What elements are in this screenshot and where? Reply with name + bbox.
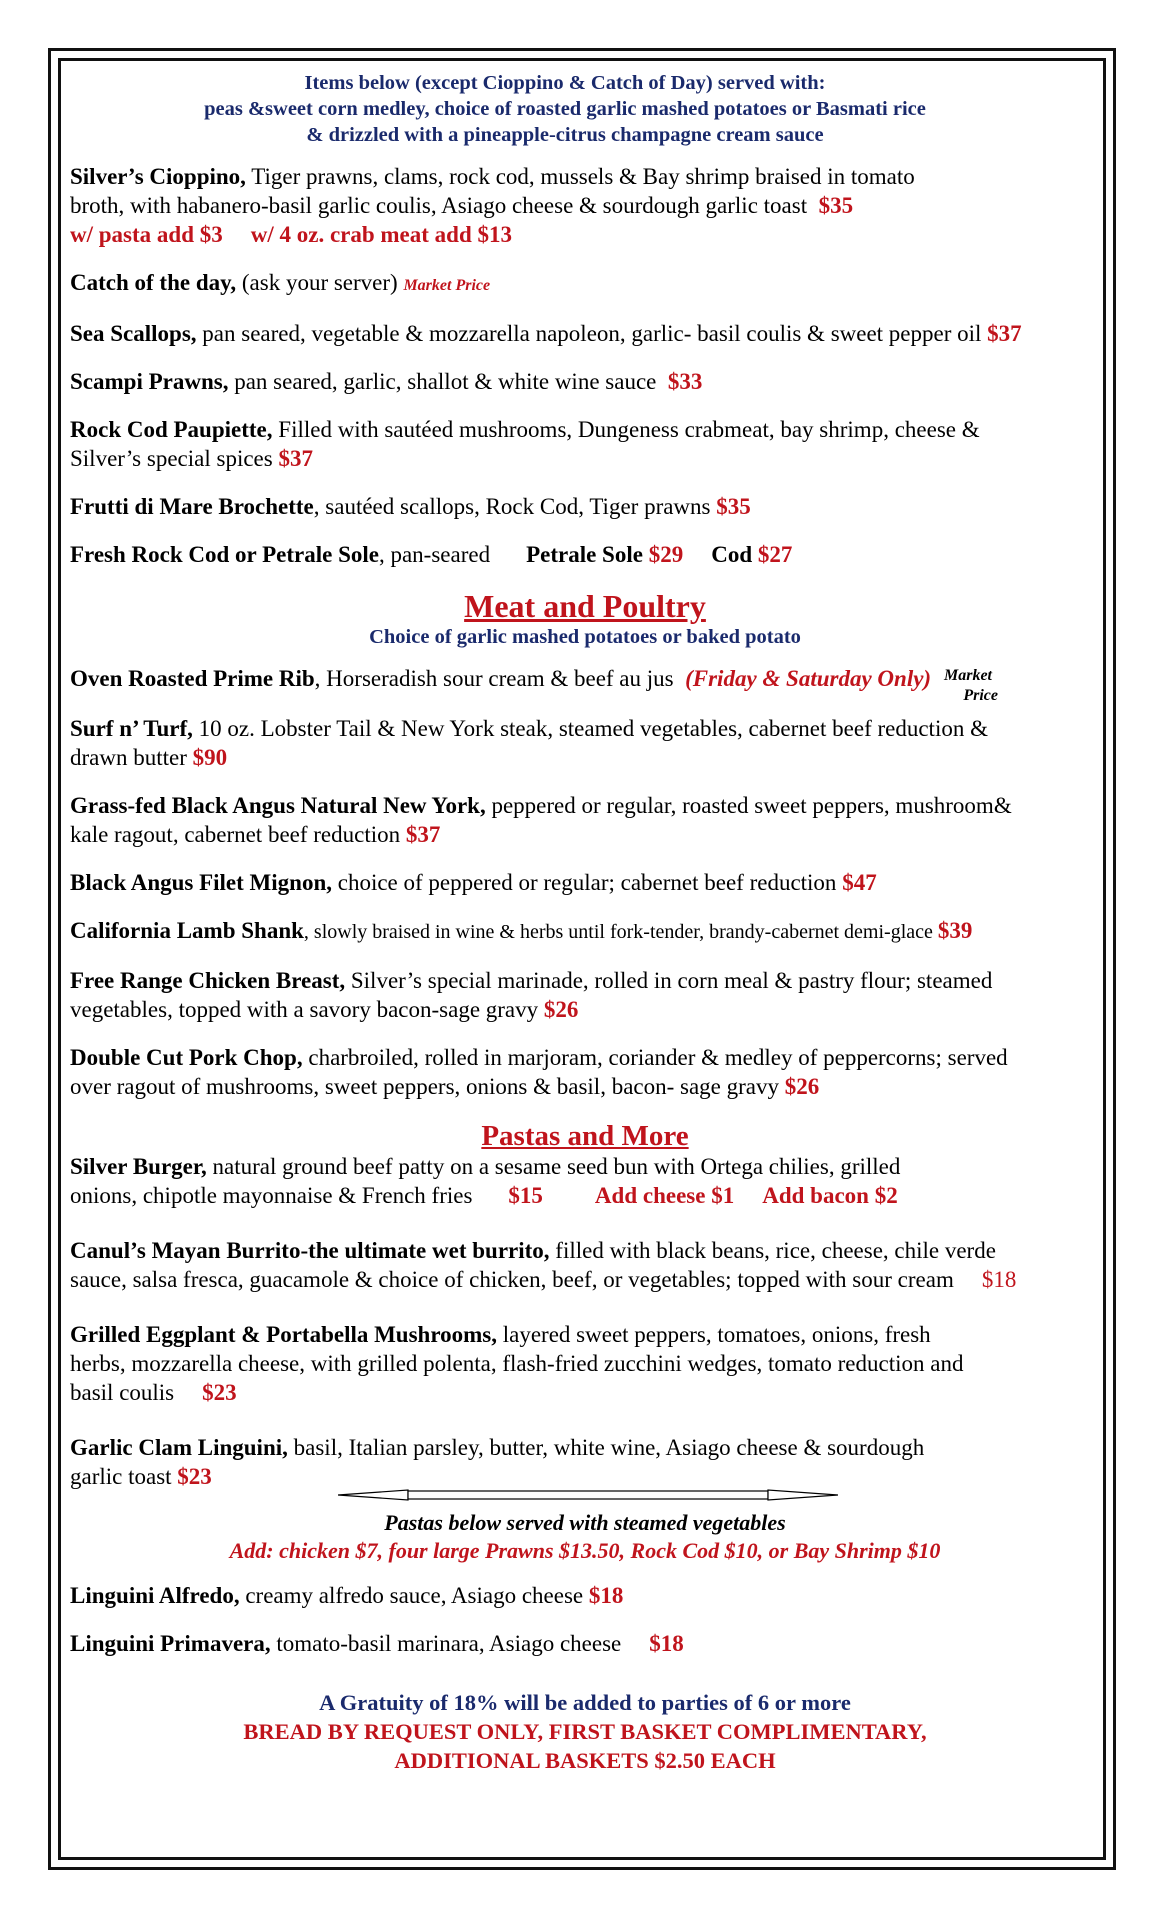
- item-desc: charbroiled, rolled in marjoram, coriander & medley of peppercorns; served: [302, 1045, 1008, 1070]
- item-desc: , slowly braised in wine & herbs until fork-tender, brandy-cabernet demi-glace: [303, 921, 938, 943]
- item-price: $15: [508, 1183, 543, 1208]
- item-price: $90: [192, 745, 228, 770]
- item-price: $26: [784, 1074, 820, 1099]
- item-name: Linguini Primavera,: [70, 1631, 271, 1656]
- item-desc: over ragout of mushrooms, sweet peppers, onions & basil, bacon- sage gravy: [70, 1074, 785, 1099]
- menu-item-lamb: [70, 916, 1100, 947]
- menu-item-alfredo: [70, 1581, 1100, 1610]
- item-name: Oven Roasted Prime Rib: [70, 666, 315, 691]
- menu-item-cioppino: [70, 162, 1100, 249]
- item-name: Double Cut Pork Chop,: [70, 1045, 303, 1070]
- item-desc: basil coulis: [70, 1380, 175, 1405]
- item-name: Sea Scallops,: [70, 321, 197, 346]
- menu-item-eggplant: [70, 1320, 1100, 1407]
- bread-notice-line-1: BREAD BY REQUEST ONLY, FIRST BASKET COMPLIMENTARY,: [243, 1719, 927, 1744]
- item-desc: vegetables, topped with a savory bacon-sage gravy: [70, 997, 544, 1022]
- intro-line-3: & drizzled with a pineapple-citrus champagne cream sauce: [306, 124, 824, 146]
- item-price: $33: [667, 369, 703, 394]
- item-name: Black Angus Filet Mignon,: [70, 870, 332, 895]
- cod-price: $27: [757, 542, 793, 567]
- menu-item-scallops: [70, 319, 1100, 348]
- item-desc: herbs, mozzarella cheese, with grilled polenta, flash-fried zucchini wedges, tomato reduction and: [70, 1351, 964, 1376]
- cod-label: Cod: [711, 542, 758, 567]
- gratuity-notice: A Gratuity of 18% will be added to parties of 6 or more: [319, 1690, 851, 1715]
- item-price: $18: [588, 1583, 624, 1608]
- item-desc: (ask your server): [236, 270, 404, 295]
- menu-item-surf-turf: [70, 714, 1100, 772]
- menu-item-prime-rib: [70, 664, 1100, 706]
- menu-item-burger: [70, 1152, 1100, 1210]
- section-title-meat: Meat and Poultry: [464, 588, 706, 624]
- item-desc: garlic toast: [70, 1464, 178, 1489]
- sole-price: $29: [648, 542, 684, 567]
- item-note: (Friday & Saturday Only): [685, 666, 932, 691]
- item-price: $23: [177, 1464, 212, 1489]
- addon-cheese: Add cheese $1: [594, 1183, 735, 1208]
- addon-pasta: w/ pasta add $3: [70, 222, 223, 247]
- item-desc: broth, with habanero-basil garlic coulis, Asiago cheese & sourdough garlic toast: [70, 193, 808, 218]
- menu-item-new-york: [70, 791, 1100, 849]
- item-desc: Silver’s special spices: [70, 446, 279, 471]
- item-price: $37: [987, 321, 1022, 346]
- item-price: $26: [543, 997, 579, 1022]
- menu-item-burrito: [70, 1236, 1100, 1294]
- item-desc: pan seared, vegetable & mozzarella napoleon, garlic- basil coulis & sweet pepper oil: [196, 321, 988, 346]
- item-price: $35: [818, 193, 854, 218]
- menu-item-pork-chop: [70, 1043, 1100, 1101]
- menu-item-paupiette: [70, 415, 1100, 473]
- item-desc: 10 oz. Lobster Tail & New York steak, steamed vegetables, cabernet beef reduction &: [192, 716, 988, 741]
- item-price: $18: [649, 1631, 684, 1656]
- item-desc: pan seared, garlic, shallot & white wine sauce: [228, 369, 657, 394]
- addon-bacon: Add bacon $2: [762, 1183, 898, 1208]
- item-desc: , sautéed scallops, Rock Cod, Tiger prawns: [313, 494, 717, 519]
- item-price: $23: [202, 1380, 237, 1405]
- intro-line-2: peas &sweet corn medley, choice of roasted garlic mashed potatoes or Basmati rice: [204, 98, 926, 120]
- item-name: Free Range Chicken Breast,: [70, 968, 346, 993]
- item-desc: Tiger prawns, clams, rock cod, mussels & Bay shrimp braised in tomato: [245, 164, 915, 189]
- price-label: Price: [963, 687, 998, 704]
- menu-item-clam-linguini: [70, 1433, 1100, 1491]
- menu-footer: [70, 1688, 1100, 1775]
- item-desc: layered sweet peppers, tomatoes, onions, fresh: [497, 1322, 931, 1347]
- item-desc: kale ragout, cabernet beef reduction: [70, 822, 406, 847]
- menu-item-frutti: [70, 492, 1100, 521]
- item-desc: Silver’s special marinade, rolled in corn meal & pastry flour; steamed: [345, 968, 993, 993]
- item-name: Garlic Clam Linguini,: [70, 1435, 288, 1460]
- item-desc: drawn butter: [70, 745, 193, 770]
- market-label: Market: [944, 667, 992, 684]
- item-desc: natural ground beef patty on a sesame seed bun with Ortega chilies, grilled: [206, 1154, 901, 1179]
- item-desc: , pan-seared: [378, 542, 491, 567]
- item-desc: sauce, salsa fresca, guacamole & choice of chicken, beef, or vegetables; topped with sour cream: [70, 1267, 954, 1292]
- pasta-note: [70, 1509, 1100, 1565]
- menu-content: [70, 70, 1100, 1775]
- item-name: Rock Cod Paupiette,: [70, 417, 273, 442]
- item-name: Canul’s Mayan Burrito-the ultimate wet burrito,: [70, 1238, 550, 1263]
- item-price: $18: [981, 1267, 1017, 1292]
- item-price: $47: [842, 870, 877, 895]
- item-price: $37: [278, 446, 313, 471]
- item-desc: filled with black beans, rice, cheese, chile verde: [549, 1238, 996, 1263]
- menu-item-scampi: [70, 367, 1100, 396]
- item-name: Grass-fed Black Angus Natural New York,: [70, 793, 486, 818]
- item-name: Grilled Eggplant & Portabella Mushrooms,: [70, 1322, 497, 1347]
- item-name: Silver’s Cioppino,: [70, 164, 246, 189]
- item-price: $35: [716, 494, 751, 519]
- item-desc: Filled with sautéed mushrooms, Dungeness crabmeat, bay shrimp, cheese &: [272, 417, 980, 442]
- item-name: Surf n’ Turf,: [70, 716, 193, 741]
- item-name: California Lamb Shank: [70, 918, 304, 943]
- menu-item-fresh-fish: [70, 540, 1100, 569]
- menu-item-filet: [70, 868, 1100, 897]
- item-name: Fresh Rock Cod or Petrale Sole: [70, 542, 379, 567]
- arrow-divider-icon: [338, 1487, 838, 1503]
- item-name: Scampi Prawns,: [70, 369, 229, 394]
- sole-label: Petrale Sole: [526, 542, 649, 567]
- item-price: Market Price: [403, 277, 491, 294]
- item-price: $37: [405, 822, 441, 847]
- prime-rib-market-price: [932, 666, 998, 706]
- section-title-pasta: Pastas and More: [481, 1120, 689, 1152]
- item-desc: creamy alfredo sauce, Asiago cheese: [239, 1583, 589, 1608]
- item-desc: tomato-basil marinara, Asiago cheese: [270, 1631, 622, 1656]
- pasta-note-line-1: Pastas below served with steamed vegetables: [384, 1510, 786, 1535]
- section-subtitle-meat: Choice of garlic mashed potatoes or baked potato: [369, 626, 801, 648]
- item-name: Linguini Alfredo,: [70, 1583, 240, 1608]
- item-desc: peppered or regular, roasted sweet peppers, mushroom&: [485, 793, 1012, 818]
- item-name: Frutti di Mare Brochette: [70, 494, 314, 519]
- item-name: Silver Burger,: [70, 1154, 207, 1179]
- item-desc: , Horseradish sour cream & beef au jus: [314, 666, 680, 691]
- item-desc: onions, chipotle mayonnaise & French fries: [70, 1183, 473, 1208]
- item-desc: basil, Italian parsley, butter, white wine, Asiago cheese & sourdough: [287, 1435, 925, 1460]
- bread-notice-line-2: ADDITIONAL BASKETS $2.50 EACH: [394, 1748, 776, 1773]
- menu-item-catch: [70, 268, 1100, 300]
- pasta-note-line-2: Add: chicken $7, four large Prawns $13.50, Rock Cod $10, or Bay Shrimp $10: [229, 1538, 941, 1563]
- addon-crab: w/ 4 oz. crab meat add $13: [250, 222, 513, 247]
- menu-item-chicken: [70, 966, 1100, 1024]
- seafood-intro: [30, 70, 1100, 148]
- item-name: Catch of the day,: [70, 270, 237, 295]
- menu-item-primavera: [70, 1629, 1100, 1658]
- item-price: $39: [937, 918, 973, 943]
- item-desc: choice of peppered or regular; cabernet beef reduction: [331, 870, 843, 895]
- intro-line-1: Items below (except Cioppino & Catch of Day) served with:: [304, 72, 826, 94]
